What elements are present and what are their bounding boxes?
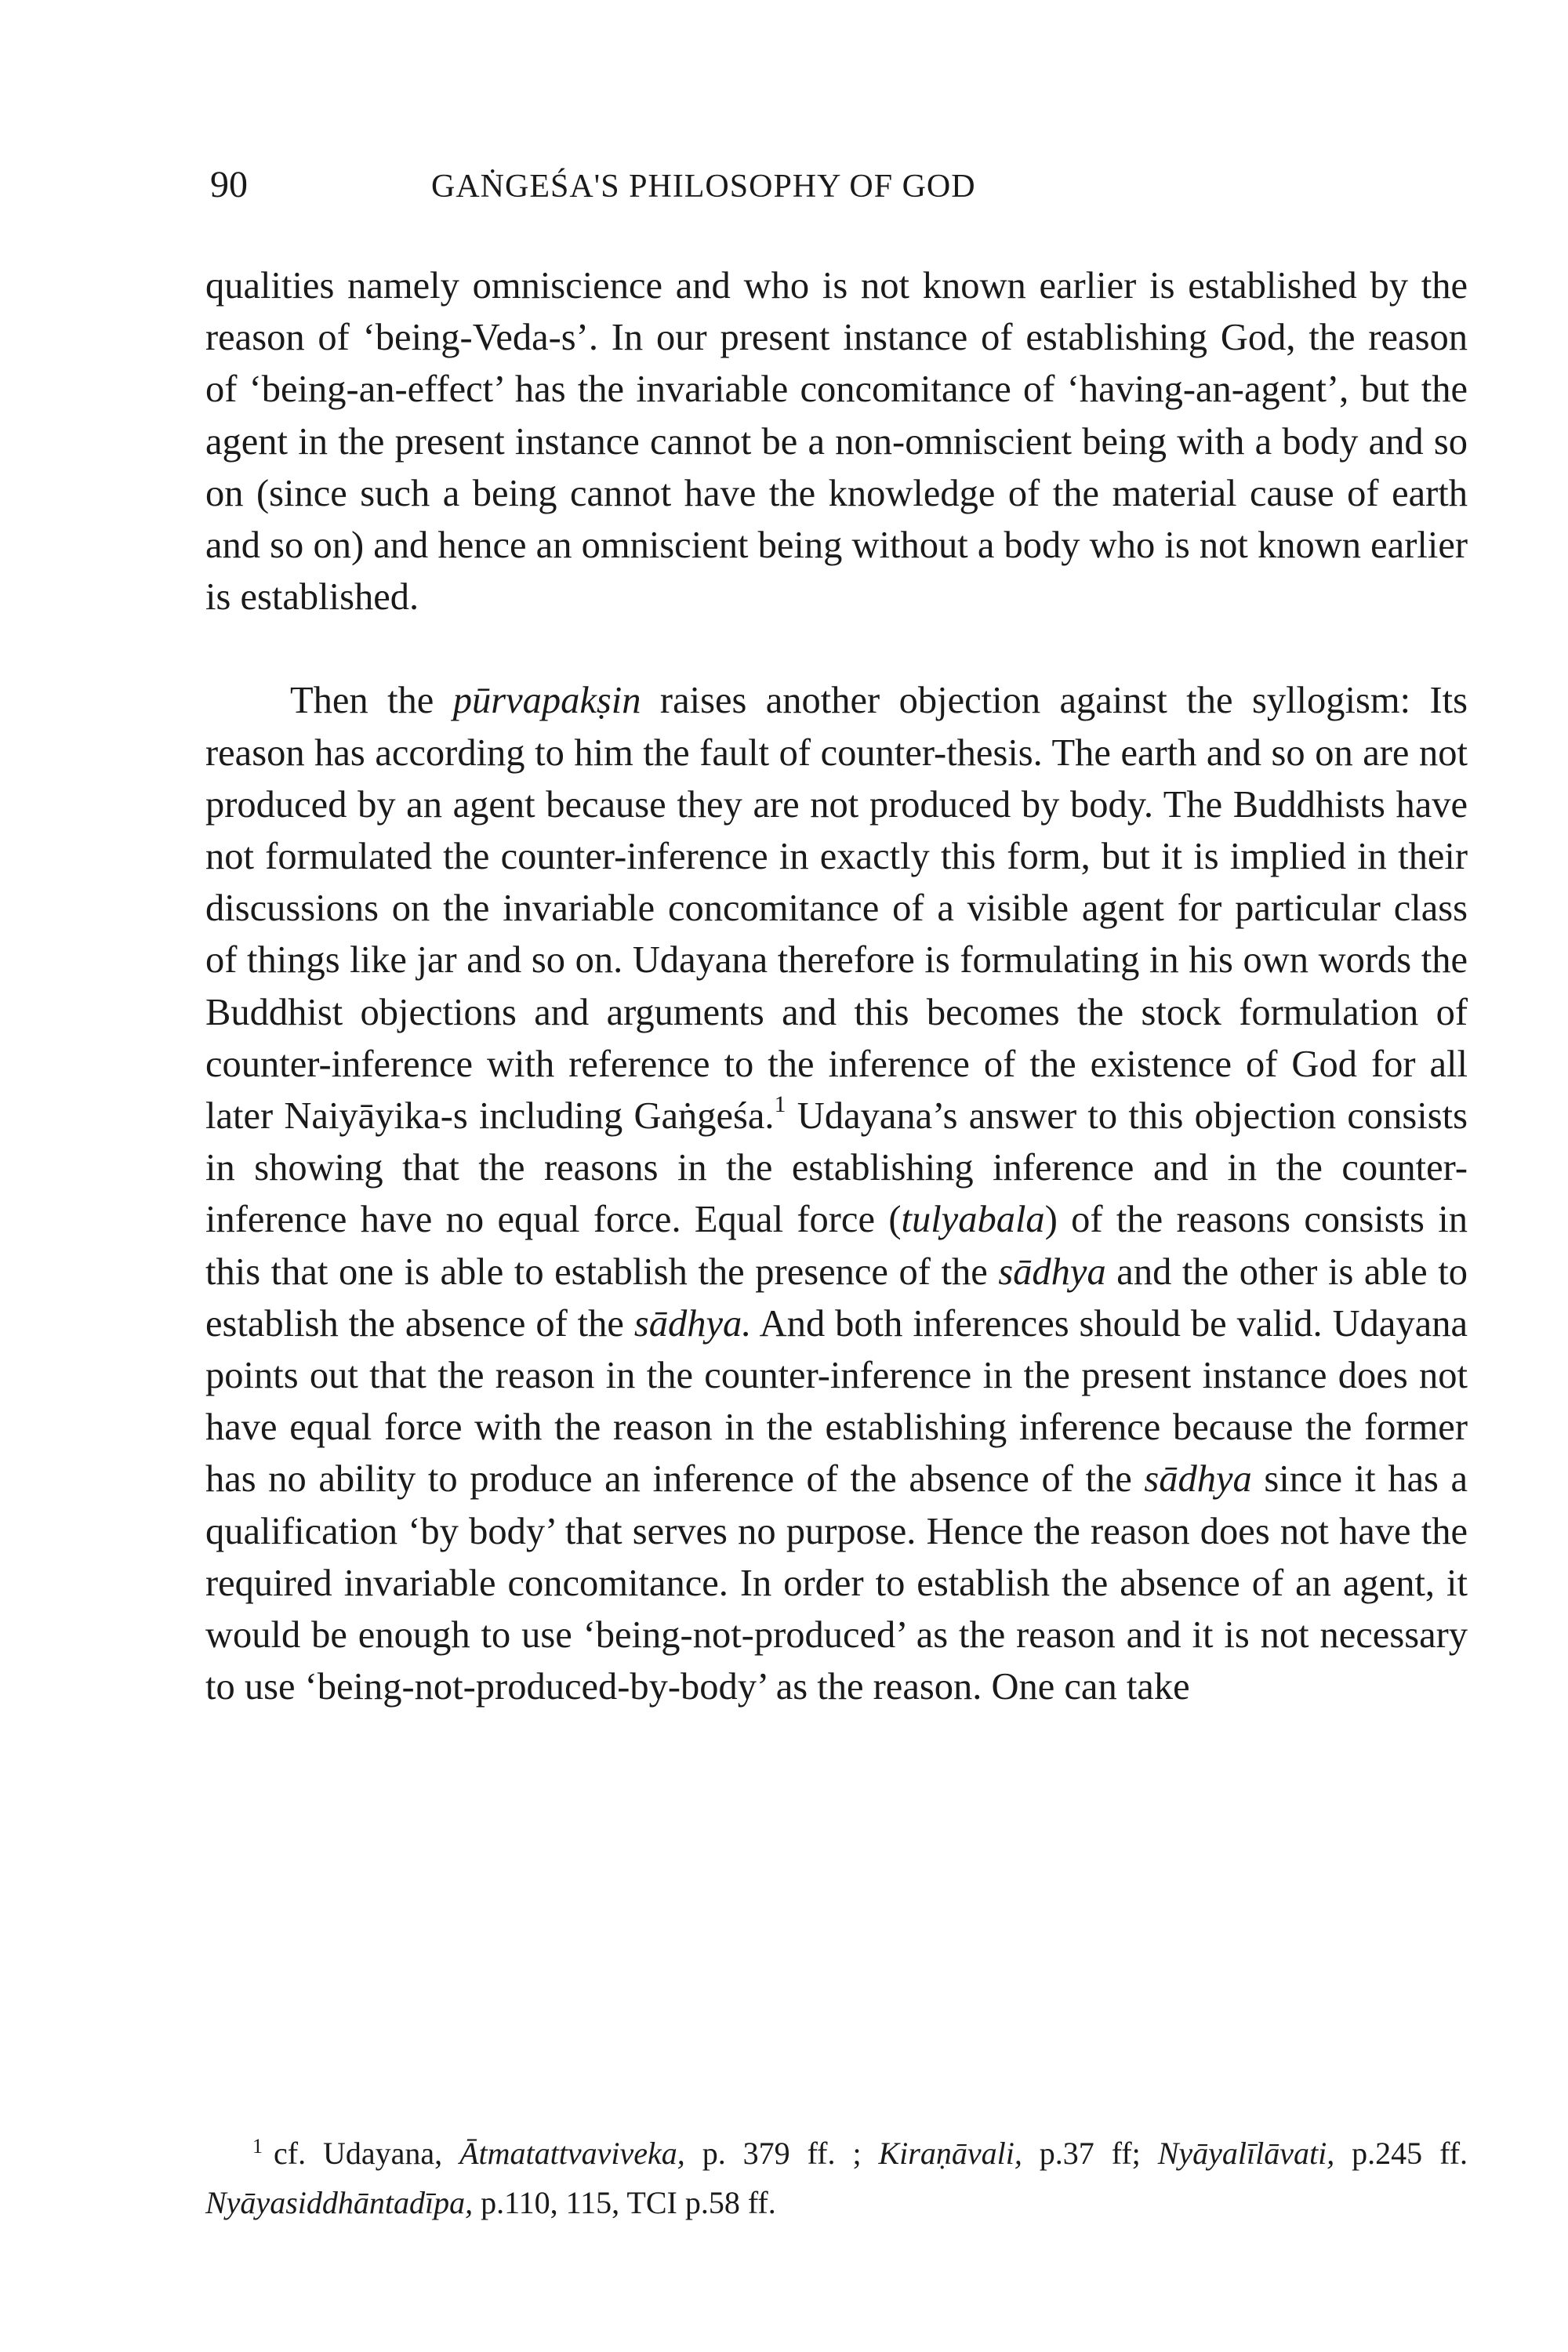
italic-term: pūrvapakṣin: [452, 680, 641, 722]
running-title: GAṄGEŚA'S PHILOSOPHY OF GOD: [431, 169, 976, 205]
footnote-text: p.37 ff;: [1022, 2136, 1158, 2171]
page-number: 90: [210, 164, 248, 205]
paragraph-text: And both inferences should be valid. Udayana points out that the reason in the counter-inference in the present instance does not have equal force with the reason in the establishing inference because the former has no ability to produce an inference of the absence of the: [205, 1302, 1468, 1501]
footnote-text: p. 379 ff. ;: [684, 2136, 879, 2171]
footnote-text: p.110, 115, TCI p.58 ff.: [473, 2185, 776, 2220]
italic-term: tulyabala: [901, 1199, 1045, 1241]
paragraph-1: [205, 260, 1468, 623]
paragraph-text: Udayana’s answer to this objection consists in showing that the reasons in the establishing inference and in the counter-inference have no equal force. Equal force (: [205, 1095, 1468, 1241]
paragraph-text: ) of the reasons consists in this that one is able to establish the presence of the: [205, 1199, 1468, 1293]
footnote-marker: 1: [252, 2135, 263, 2158]
footnote-italic: Ātmatattvaviveka,: [459, 2136, 685, 2171]
italic-term: sādhya: [1144, 1458, 1252, 1501]
footnote: [205, 2131, 1468, 2226]
footnote-text: cf. Udayana,: [274, 2136, 460, 2171]
italic-term: sādhya: [998, 1250, 1106, 1293]
body-text: [205, 260, 1468, 1713]
page-header: [210, 163, 1465, 218]
paragraph-2: [205, 675, 1468, 1713]
footnote-text: p.245 ff.: [1334, 2136, 1468, 2171]
italic-term: sādhya.: [633, 1302, 752, 1345]
paragraph-text: Then the: [290, 680, 453, 722]
paragraph-text: and the other is able to establish the absence of the: [205, 1250, 1468, 1345]
footnote-italic: Nyāyasiddhāntadīpa,: [205, 2185, 474, 2220]
footnote-italic: Kiraṇāvali,: [878, 2136, 1022, 2171]
paragraph-text: since it has a qualification ‘by body’ that serves no purpose. Hence the reason does not have the required invariable concomitance. In order to establish the absence of an agent, it would be enough to use ‘being-not-produced’ as the reason and it is not necessary to use ‘being-not-produced-by-body’ as the reason. One can take: [205, 1458, 1468, 1708]
paragraph-text: qualities namely omniscience and who is not known earlier is established by the reason of ‘being-Veda-s’. In our present instance of establishing God, the reason of ‘being-an-effect’ has the invariable concomitance of ‘having-an-agent’, but the agent in the present instance cannot be a non-omniscient being with a body and so on (since such a being cannot have the knowledge of the material cause of earth and so on) and hence an omniscient being without a body who is not known earlier is established.: [205, 265, 1468, 619]
paragraph-text: raises another objection against the syllogism: Its reason has according to him the fault of counter-thesis. The earth and so on are not produced by an agent because they are not produced by body. The Buddhists have not formulated the counter-inference in exactly this form, but it is implied in their discussions on the invariable concomitance of a visible agent for particular class of things like jar and so on. Udayana therefore is formulating in his own words the Buddhist objections and arguments and this becomes the stock formulation of counter-inference with reference to the inference of the existence of God for all later Naiyāyika-s including Gaṅgeśa.: [205, 680, 1468, 1138]
footnote-italic: Nyāyalīlāvati,: [1157, 2136, 1335, 2171]
footnote-reference: 1: [774, 1091, 786, 1117]
